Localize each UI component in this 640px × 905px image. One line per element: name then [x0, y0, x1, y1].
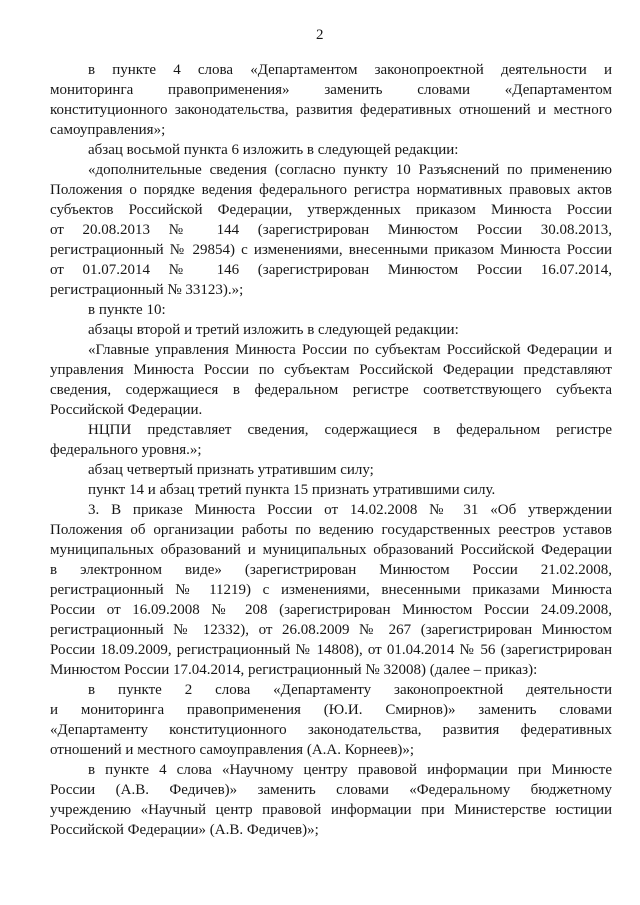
paragraph [50, 460, 612, 480]
text-line: России (А.В. Федичев)» заменить словами «Федеральному бюджетному [50, 782, 612, 798]
text-line: «дополнительные сведения (согласно пункту 10 Разъяснений по применению [88, 162, 612, 178]
text-line: субъектов Российской Федерации, утвержденных приказом Минюста России [50, 202, 612, 218]
text-line: конституционного законодательства, развития федеративных отношений и местного [50, 102, 612, 118]
paragraph [50, 680, 612, 760]
text-line: учреждению «Научный центр правовой информации при Министерстве юстиции [50, 802, 612, 818]
text-line: НЦПИ представляет сведения, содержащиеся в федеральном регистре [88, 422, 612, 438]
text-line: регистрационный № 11219) с изменениями, внесенными приказами Минюста [50, 582, 612, 598]
paragraph [50, 480, 612, 500]
text-line: федерального уровня.»; [50, 442, 202, 458]
text-line: управления Минюста России по субъектам Российской Федерации представляют [50, 362, 612, 378]
text-line: Положения о порядке ведения федерального регистра нормативных правовых актов [50, 182, 612, 198]
text-line: России 18.09.2009, регистрационный № 14808), от 01.04.2014 № 56 (зарегистрирован [50, 642, 612, 658]
text-line: абзац четвертый признать утратившим силу; [88, 462, 374, 478]
text-line: Российской Федерации. [50, 402, 203, 418]
text-line: 3. В приказе Минюста России от 14.02.2008 № 31 «Об утверждении [88, 502, 612, 518]
text-line: «Главные управления Минюста России по субъектам Российской Федерации и [88, 342, 612, 358]
text-line: мониторинга правоприменения» заменить словами «Департаментом [50, 82, 612, 98]
text-line: регистрационный № 33123).»; [50, 282, 244, 298]
text-line: России от 16.09.2008 № 208 (зарегистрирован Минюстом России 24.09.2008, [50, 602, 612, 618]
text-line: Российской Федерации» (А.В. Федичев)»; [50, 822, 319, 838]
text-line: регистрационный № 12332), от 26.08.2009 № 267 (зарегистрирован Минюстом [50, 622, 612, 638]
text-line: в пункте 4 слова «Научному центру правовой информации при Минюсте [88, 762, 612, 778]
paragraph [50, 760, 612, 840]
text-line: Положения об организации работы по ведению государственных реестров уставов [50, 522, 612, 538]
text-line: сведения, содержащиеся в федеральном регистре соответствующего субъекта [50, 382, 612, 398]
page-number: 2 [316, 27, 324, 43]
paragraph [50, 500, 612, 680]
text-line: «Департаменту конституционного законодательства, развития федеративных [50, 722, 612, 738]
paragraph [50, 300, 612, 320]
paragraph [50, 340, 612, 420]
text-line: абзац восьмой пункта 6 изложить в следующей редакции: [88, 142, 459, 158]
document-body [0, 60, 640, 840]
text-line: самоуправления»; [50, 122, 166, 138]
text-line: муниципальных образований и муниципальных образований Российской Федерации [50, 542, 612, 558]
text-line: отношений и местного самоуправления (А.А. Корнеев)»; [50, 742, 415, 758]
text-line: от 20.08.2013 № 144 (зарегистрирован Минюстом России 30.08.2013, [50, 222, 612, 238]
paragraph [50, 160, 612, 300]
text-line: в пункте 4 слова «Департаментом законопроектной деятельности и [88, 62, 612, 78]
paragraph [50, 320, 612, 340]
text-line: в электронном виде» (зарегистрирован Минюстом России 21.02.2008, [50, 562, 612, 578]
paragraph [50, 140, 612, 160]
text-line: регистрационный № 29854) с изменениями, внесенными приказом Минюста России [50, 242, 612, 258]
paragraph [50, 60, 612, 140]
text-line: и мониторинга правоприменения (Ю.И. Смирнов)» заменить словами [50, 702, 612, 718]
text-line: в пункте 2 слова «Департаменту законопроектной деятельности [88, 682, 612, 698]
paragraph [50, 420, 612, 460]
text-line: от 01.07.2014 № 146 (зарегистрирован Минюстом России 16.07.2014, [50, 262, 612, 278]
text-line: в пункте 10: [88, 302, 166, 318]
text-line: пункт 14 и абзац третий пункта 15 признать утратившими силу. [88, 482, 496, 498]
text-line: Минюстом России 17.04.2014, регистрационный № 32008) (далее – приказ): [50, 662, 538, 678]
text-line: абзацы второй и третий изложить в следующей редакции: [88, 322, 459, 338]
